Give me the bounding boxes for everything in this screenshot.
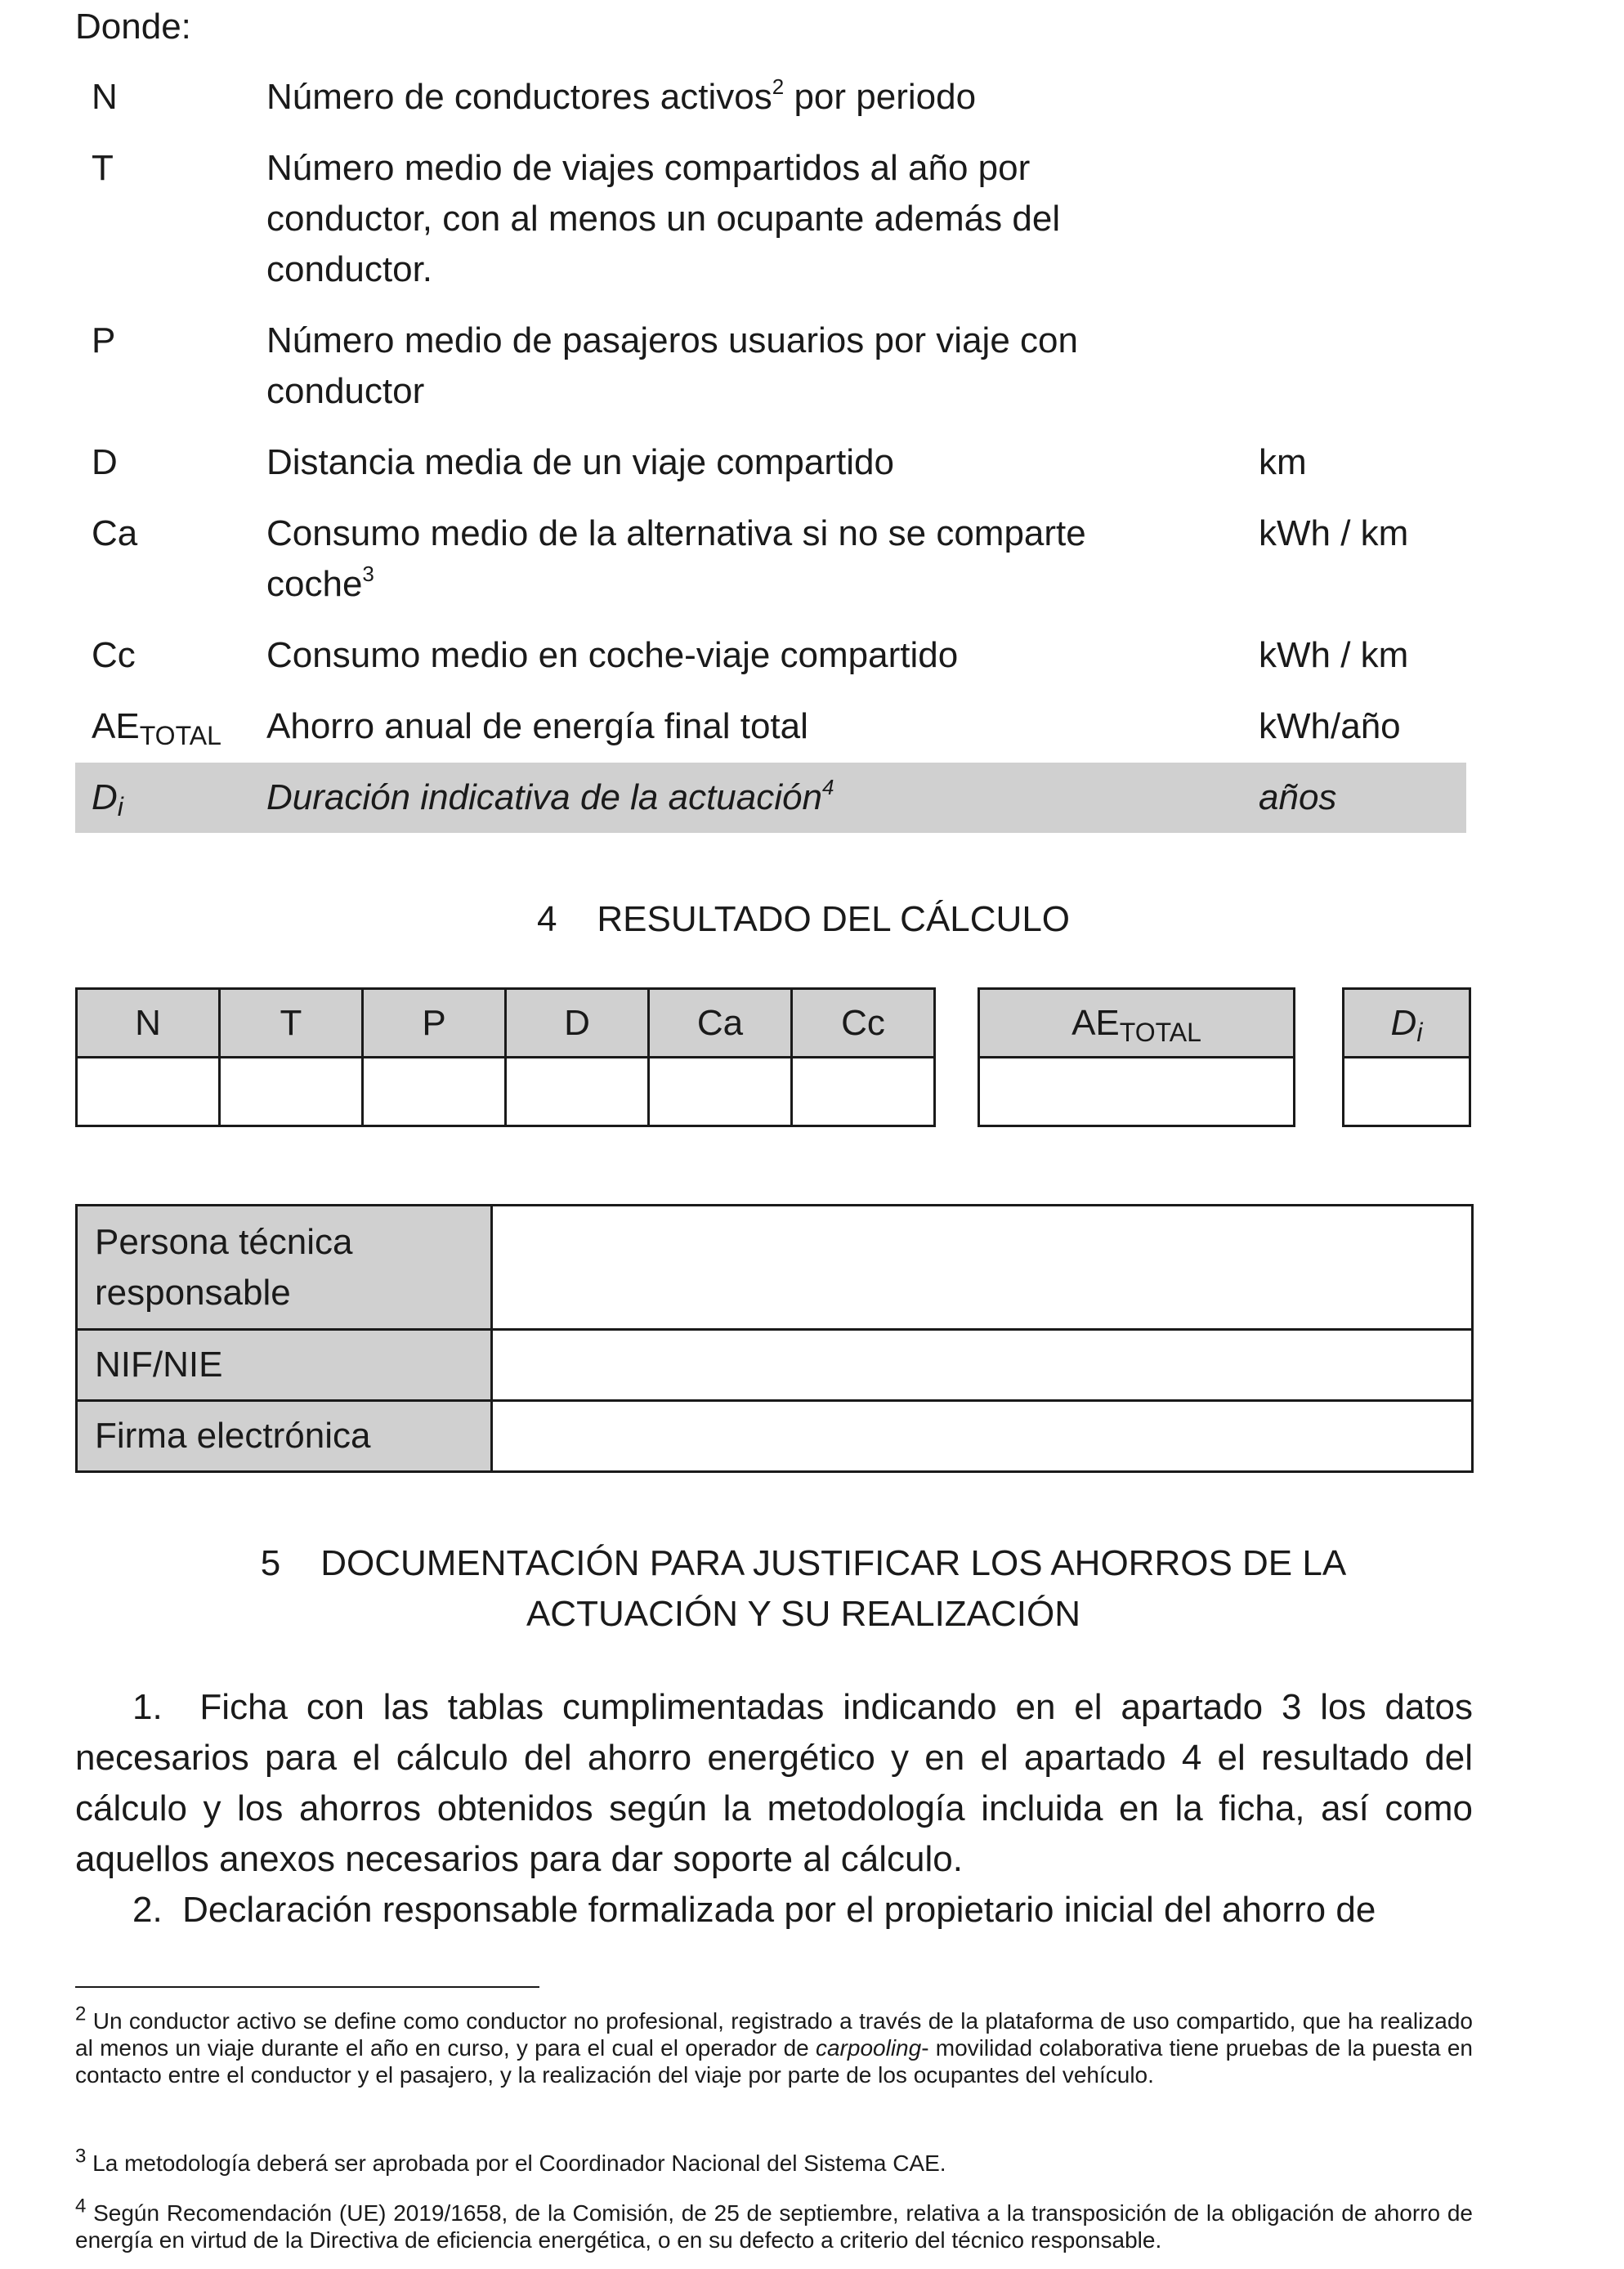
def-description: Número medio de pasajeros usuarios por viaje con conductor (266, 320, 1078, 411)
row-label: Firma electrónica (77, 1401, 492, 1472)
row-label: Persona técnica responsable (77, 1206, 492, 1330)
col-header: Ca (649, 989, 792, 1058)
signature-table (75, 1204, 1474, 1473)
footnote: $^3$ La metodología deberá ser aprobada por el Coordinador Nacional del Sistema CAE. (75, 2145, 946, 2176)
def-symbol: $AE_{TOTAL}$ (92, 706, 221, 750)
value-cell[interactable] (220, 1058, 363, 1126)
def-symbol: P (92, 320, 116, 360)
list-item: 1. Ficha con las tablas cumplimentadas indicando en el apartado 3 los datos necesarios para el cálculo del ahorro energético y en el apartado 4 el resultado del cálculo y los ahorros obtenidos según la metodología incluida en la ficha, así como aquellos anexos necesarios para dar soporte al cálculo. (75, 1687, 1474, 1879)
value-cell[interactable] (77, 1058, 220, 1126)
def-description: Número de conductores activos$^2$ por periodo (266, 74, 977, 117)
value-cell[interactable] (979, 1058, 1295, 1126)
def-symbol: $D_i$ (92, 777, 123, 821)
row-value[interactable] (492, 1401, 1473, 1472)
result-table-inputs (75, 987, 936, 1127)
result-table-ae (978, 987, 1295, 1127)
value-cell[interactable] (506, 1058, 649, 1126)
value-cell[interactable] (649, 1058, 792, 1126)
col-header: $AE_{TOTAL}$ (979, 989, 1295, 1058)
footnote: $^2$ Un conductor activo se define como conductor no profesional, registrado a través de la plataforma de uso compartido, que ha realizado al menos un viaje durante el año en curso, y para el cual el operador de carpooling- movilidad colaborativa tiene pruebas de la puesta en contacto entre el conductor y el pasajero, y la realización del viaje por parte de los ocupantes del vehículo. (75, 2003, 1474, 2088)
footnote-ref: 3 (362, 562, 374, 587)
col-header: $D_i$ (1344, 989, 1470, 1058)
def-description: Número medio de viajes compartidos al año por conductor, con al menos un ocupante además del conductor. (266, 148, 1061, 289)
def-symbol: D (92, 442, 118, 482)
col-header: Cc (792, 989, 935, 1058)
def-unit: años (1259, 777, 1337, 817)
def-description: Consumo medio de la alternativa si no se comparte coche$^3$ (266, 513, 1086, 604)
row-label: NIF/NIE (77, 1330, 492, 1401)
value-cell[interactable] (792, 1058, 935, 1126)
result-table-di (1342, 987, 1471, 1127)
def-symbol: Ca (92, 513, 138, 553)
col-header: D (506, 989, 649, 1058)
intro-label: Donde: (75, 7, 191, 47)
def-unit: kWh / km (1259, 635, 1409, 675)
footnote-separator (75, 1986, 539, 1988)
col-header: P (363, 989, 506, 1058)
def-symbol: T (92, 148, 114, 188)
value-cell[interactable] (1344, 1058, 1470, 1126)
list-item: 2. Declaración responsable formalizada por el propietario inicial del ahorro de (132, 1890, 1376, 1930)
footnote-ref: 4 (821, 775, 834, 800)
def-description: Distancia media de un viaje compartido (266, 442, 894, 482)
def-description: Duración indicativa de la actuación$^4$ (266, 775, 834, 817)
row-value[interactable] (492, 1330, 1473, 1401)
def-description: Consumo medio en coche-viaje compartido (266, 635, 959, 675)
def-unit: km (1259, 442, 1307, 482)
def-symbol: Cc (92, 635, 136, 675)
def-symbol: N (92, 77, 118, 117)
section-4-heading: 4 RESULTADO DEL CÁLCULO (536, 899, 1071, 939)
def-description: Ahorro anual de energía final total (266, 706, 808, 746)
section-5-heading: 5 DOCUMENTACIÓN PARA JUSTIFICAR LOS AHORROS DE LA ACTUACIÓN Y SU REALIZACIÓN (260, 1543, 1347, 1634)
col-header: T (220, 989, 363, 1058)
footnote-ref: 2 (772, 74, 785, 100)
footnote: $^4$ Según Recomendación (UE) 2019/1658, de la Comisión, de 25 de septiembre, relativa a la transposición de la obligación de ahorro de energía en virtud de la Directiva de eficiencia energética, o en su defecto a criterio del técnico responsable. (75, 2195, 1473, 2253)
def-unit: kWh / km (1259, 513, 1409, 553)
col-header: N (77, 989, 220, 1058)
row-value[interactable] (492, 1206, 1473, 1330)
value-cell[interactable] (363, 1058, 506, 1126)
def-unit: kWh/año (1259, 706, 1401, 746)
